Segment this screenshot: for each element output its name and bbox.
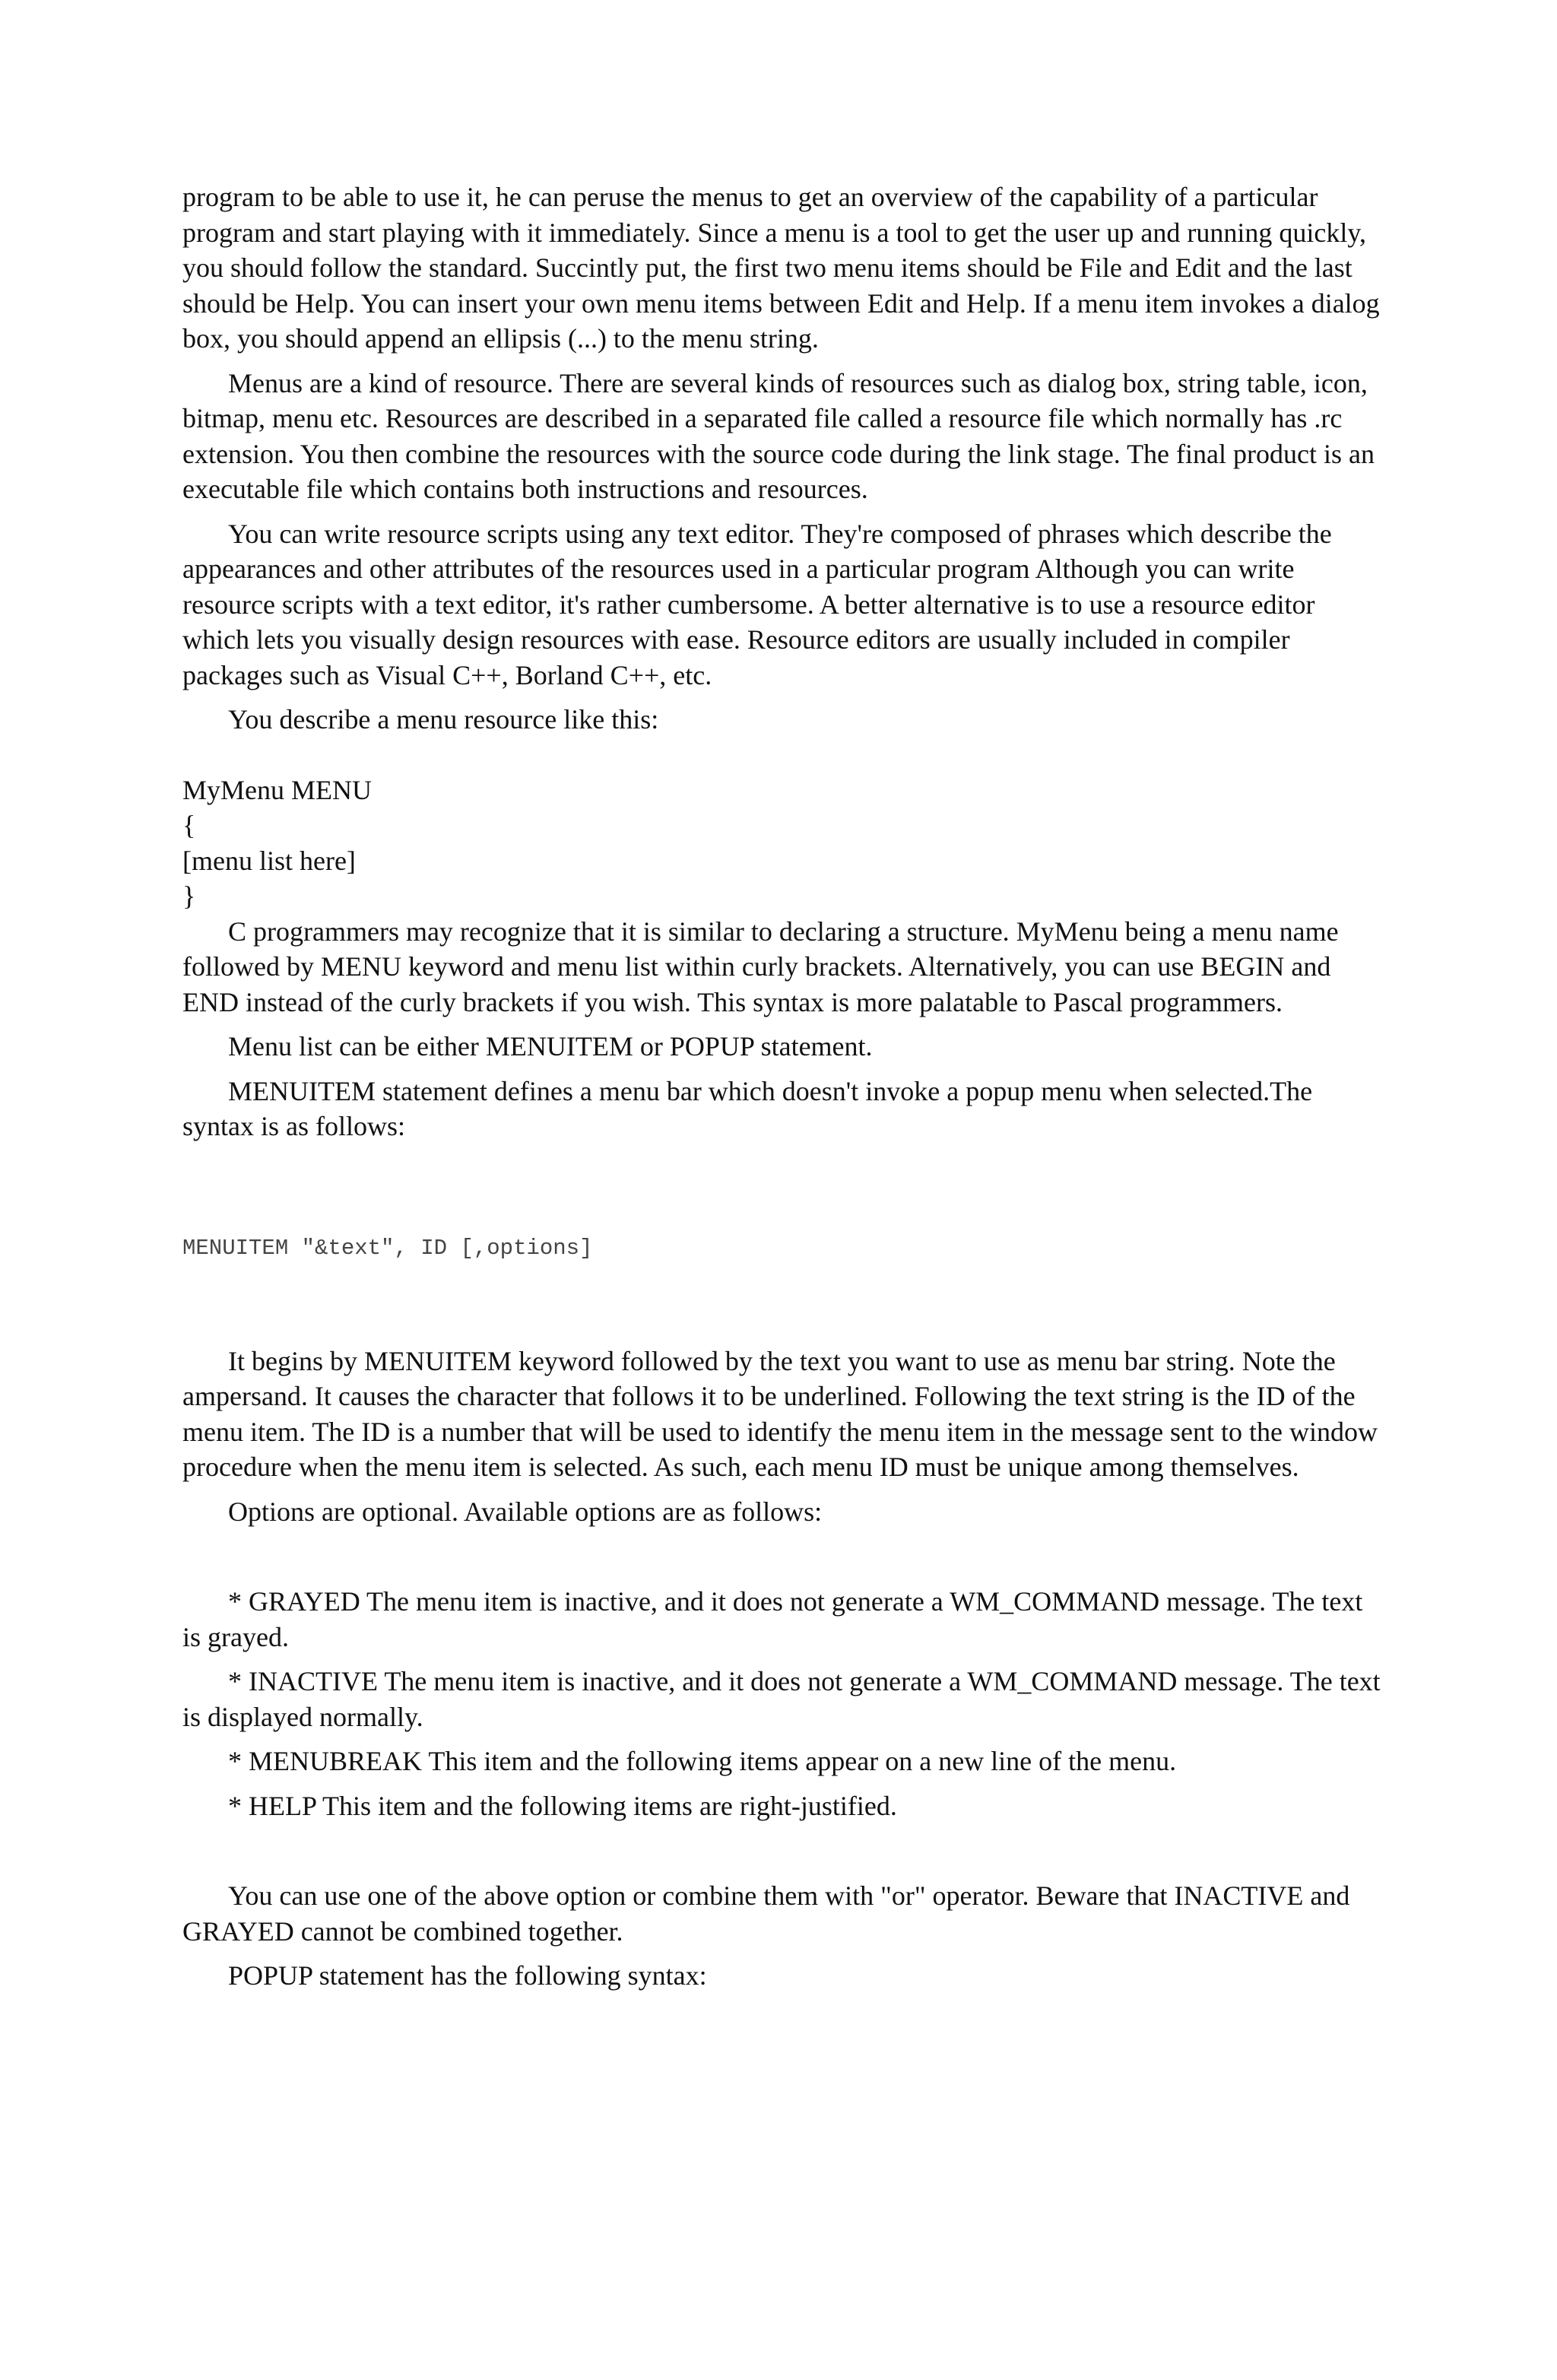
paragraph-resource-scripts: You can write resource scripts using any text editor. They're composed of phrases which describe the appearances and other attributes of the resources used in a particular program Although you can write resource scripts with a text editor, it's rather cumbersome. A better alternative is to use a resource editor which lets you visually design resources with ease. Resource editors are usually included in compiler packages such as Visual C++, Borland C++, etc. (182, 518, 1332, 690)
menu-example-line: [menu list here] (182, 845, 356, 876)
paragraph-menuitem-statement: MENUITEM statement defines a menu bar which doesn't invoke a popup menu when selected.The syntax is as follows: (182, 1075, 1313, 1141)
paragraph-menu-list: Menu list can be either MENUITEM or POPUP statement. (228, 1031, 873, 1061)
paragraph-menuitem-explanation: It begins by MENUITEM keyword followed by the text you want to use as menu bar string. Note the ampersand. It causes the character that follows it to be underlined. Following the text string is the ID of the menu item. The ID is a number that will be used to identify the menu item in the message sent to the window procedure when the menu item is selected. As such, each menu ID must be unique among themselves. (182, 1345, 1378, 1482)
document-page (182, 179, 1384, 2003)
menu-resource-example (182, 773, 1384, 914)
menuitem-syntax-code: MENUITEM "&text", ID [,options] (182, 1235, 593, 1261)
paragraph-popup-statement: POPUP statement has the following syntax: (228, 1960, 707, 1991)
paragraph-options-intro: Options are optional. Available options are as follows: (228, 1496, 823, 1527)
option-menubreak: * MENUBREAK This item and the following items appear on a new line of the menu. (228, 1746, 1177, 1776)
option-help: * HELP This item and the following items are right-justified. (228, 1790, 897, 1821)
paragraph-combine-options: You can use one of the above option or combine them with "or" operator. Beware that INACTIVE and GRAYED cannot be combined together. (182, 1880, 1350, 1947)
paragraph-describe-menu: You describe a menu resource like this: (228, 704, 659, 735)
option-grayed: * GRAYED The menu item is inactive, and it does not generate a WM_COMMAND message. The text is grayed. (182, 1586, 1363, 1652)
option-inactive: * INACTIVE The menu item is inactive, and it does not generate a WM_COMMAND message. The text is displayed normally. (182, 1666, 1381, 1732)
paragraph-menu-overview: program to be able to use it, he can peruse the menus to get an overview of the capability of a particular program and start playing with it immediately. Since a menu is a tool to get the user up and running quickly, you should follow the standard. Succintly put, the first two menu items should be File and Edit and the last should be Help. You can insert your own menu items between Edit and Help. If a menu item invokes a dialog box, you should append an ellipsis (...) to the menu string. (182, 182, 1380, 354)
menu-example-line: MyMenu MENU (182, 774, 372, 805)
paragraph-resources: Menus are a kind of resource. There are several kinds of resources such as dialog box, string table, icon, bitmap, menu etc. Resources are described in a separated file called a resource file which normally has .rc extension. You then combine the resources with the source code during the link stage. The final product is an executable file which contains both instructions and resources. (182, 367, 1375, 504)
menu-example-line: } (182, 881, 196, 911)
paragraph-c-programmers: C programmers may recognize that it is similar to declaring a structure. MyMenu being a menu name followed by MENU keyword and menu list within curly brackets. Alternatively, you can use BEGIN and END instead of the curly brackets if you wish. This syntax is more palatable to Pascal programmers. (182, 916, 1339, 1017)
menu-example-line: { (182, 810, 196, 840)
